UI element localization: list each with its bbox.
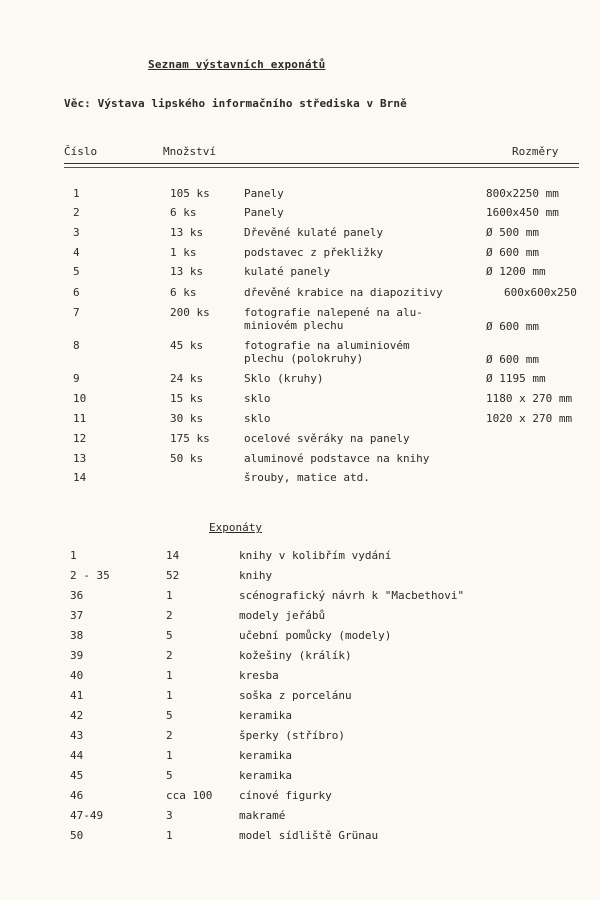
item-quantity: 13 ks	[170, 265, 204, 278]
header-number: Číslo	[64, 145, 98, 158]
exhibit-number: 40	[70, 669, 84, 682]
list-item	[0, 669, 600, 687]
table-row	[0, 246, 600, 264]
table-row	[0, 265, 600, 283]
exhibit-description: šperky (stříbro)	[239, 729, 345, 742]
table-row	[0, 432, 600, 450]
exhibit-description: keramika	[239, 709, 292, 722]
list-item	[0, 649, 600, 667]
exhibit-description: model sídliště Grünau	[239, 829, 379, 842]
exhibit-description: kožešiny (králík)	[239, 649, 352, 662]
exhibit-description: keramika	[239, 769, 292, 782]
list-item	[0, 729, 600, 747]
item-quantity: 1 ks	[170, 246, 197, 259]
exhibit-description: kresba	[239, 669, 279, 682]
item-number: 7	[73, 306, 80, 319]
exhibit-quantity: 2	[166, 649, 173, 662]
exhibit-number: 1	[70, 549, 77, 562]
exhibit-number: 46	[70, 789, 84, 802]
exhibit-quantity: 2	[166, 729, 173, 742]
item-quantity: 105 ks	[170, 187, 210, 200]
item-dimensions: 1600x450 mm	[486, 206, 559, 219]
list-item	[0, 829, 600, 847]
exhibit-description: cínové figurky	[239, 789, 332, 802]
exhibit-number: 38	[70, 629, 84, 642]
item-number: 6	[73, 286, 80, 299]
list-item	[0, 789, 600, 807]
exhibit-description: makramé	[239, 809, 286, 822]
exhibit-quantity: 3	[166, 809, 173, 822]
item-quantity: 6 ks	[170, 286, 197, 299]
item-quantity: 45 ks	[170, 339, 204, 352]
item-number: 2	[73, 206, 80, 219]
exhibit-quantity: 1	[166, 589, 173, 602]
exhibit-number: 39	[70, 649, 84, 662]
table-row	[0, 286, 600, 304]
table-row	[0, 452, 600, 470]
list-item	[0, 589, 600, 607]
table-row	[0, 392, 600, 410]
item-quantity: 13 ks	[170, 226, 204, 239]
item-description: šrouby, matice atd.	[244, 471, 370, 484]
item-description: Panely	[244, 206, 284, 219]
item-number: 4	[73, 246, 80, 259]
exhibit-description: knihy v kolibřím vydání	[239, 549, 392, 562]
exhibit-number: 36	[70, 589, 84, 602]
item-quantity: 24 ks	[170, 372, 204, 385]
item-quantity: 6 ks	[170, 206, 197, 219]
item-quantity: 50 ks	[170, 452, 204, 465]
exhibit-number: 2 - 35	[70, 569, 110, 582]
list-item	[0, 749, 600, 767]
item-quantity: 200 ks	[170, 306, 210, 319]
exhibit-description: modely jeřábů	[239, 609, 326, 622]
item-description: sklo	[244, 412, 271, 425]
item-number: 14	[73, 471, 87, 484]
exhibit-number: 41	[70, 689, 84, 702]
exhibit-quantity: 52	[166, 569, 180, 582]
item-description: dřevěné krabice na diapozitivy	[244, 286, 443, 299]
exhibit-description: knihy	[239, 569, 273, 582]
header-dimensions: Rozměry	[512, 145, 559, 158]
item-description: aluminové podstavce na knihy	[244, 452, 430, 465]
exhibit-number: 50	[70, 829, 84, 842]
list-item	[0, 569, 600, 587]
item-description: ocelové svěráky na panely	[244, 432, 410, 445]
exhibit-description: scénografický návrh k "Macbethovi"	[239, 589, 465, 602]
item-description: fotografie nalepené na alu- miniovém plechu	[244, 306, 423, 332]
item-description: Dřevěné kulaté panely	[244, 226, 384, 239]
item-quantity: 175 ks	[170, 432, 210, 445]
subject-line: Věc: Výstava lipského informačního střediska v Brně	[64, 97, 407, 110]
list-item	[0, 629, 600, 647]
exhibit-quantity: cca 100	[166, 789, 213, 802]
exhibit-quantity: 5	[166, 769, 173, 782]
table-row	[0, 206, 600, 224]
exhibit-number: 37	[70, 609, 84, 622]
header-rule	[64, 163, 579, 168]
list-item	[0, 549, 600, 567]
exhibit-quantity: 1	[166, 749, 173, 762]
item-description: kulaté panely	[244, 265, 331, 278]
exhibit-number: 43	[70, 729, 84, 742]
exhibit-number: 45	[70, 769, 84, 782]
item-dimensions: Ø 500 mm	[486, 226, 539, 239]
item-description: Panely	[244, 187, 284, 200]
item-dimensions: Ø 1200 mm	[486, 265, 546, 278]
list-item	[0, 809, 600, 827]
list-item	[0, 609, 600, 627]
list-item	[0, 689, 600, 707]
item-dimensions: Ø 600 mm	[486, 320, 539, 333]
exhibit-quantity: 1	[166, 689, 173, 702]
item-number: 1	[73, 187, 80, 200]
exhibit-number: 47-49	[70, 809, 104, 822]
item-number: 8	[73, 339, 80, 352]
table-row	[0, 372, 600, 390]
item-number: 5	[73, 265, 80, 278]
exhibit-quantity: 1	[166, 669, 173, 682]
item-dimensions: Ø 600 mm	[486, 353, 539, 366]
item-description: podstavec z překližky	[244, 246, 384, 259]
item-description: Sklo (kruhy)	[244, 372, 324, 385]
item-dimensions: 800x2250 mm	[486, 187, 559, 200]
exhibit-quantity: 5	[166, 709, 173, 722]
item-dimensions: Ø 1195 mm	[486, 372, 546, 385]
exhibit-quantity: 5	[166, 629, 173, 642]
exhibits-title: Exponáty	[209, 521, 262, 534]
header-quantity: Množství	[163, 145, 216, 158]
item-dimensions: Ø 600 mm	[486, 246, 539, 259]
item-dimensions: 1020 x 270 mm	[486, 412, 573, 425]
item-number: 12	[73, 432, 87, 445]
exhibit-quantity: 2	[166, 609, 173, 622]
exhibit-quantity: 1	[166, 829, 173, 842]
table-row	[0, 187, 600, 205]
exhibit-description: učební pomůcky (modely)	[239, 629, 392, 642]
exhibit-description: keramika	[239, 749, 292, 762]
item-number: 10	[73, 392, 87, 405]
table-row	[0, 339, 600, 366]
item-description: fotografie na aluminiovém plechu (polokruhy)	[244, 339, 410, 365]
table-row	[0, 306, 600, 333]
exhibit-number: 42	[70, 709, 84, 722]
item-number: 9	[73, 372, 80, 385]
page-title: Seznam výstavních exponátů	[148, 58, 326, 71]
list-item	[0, 709, 600, 727]
item-number: 3	[73, 226, 80, 239]
item-description: sklo	[244, 392, 271, 405]
item-dimensions: 600x600x250	[504, 286, 577, 299]
exhibit-quantity: 14	[166, 549, 180, 562]
list-item	[0, 769, 600, 787]
item-number: 11	[73, 412, 87, 425]
table-row	[0, 412, 600, 430]
item-dimensions: 1180 x 270 mm	[486, 392, 573, 405]
table-row	[0, 471, 600, 489]
exhibit-number: 44	[70, 749, 84, 762]
item-number: 13	[73, 452, 87, 465]
exhibit-description: soška z porcelánu	[239, 689, 352, 702]
table-row	[0, 226, 600, 244]
item-quantity: 15 ks	[170, 392, 204, 405]
item-quantity: 30 ks	[170, 412, 204, 425]
